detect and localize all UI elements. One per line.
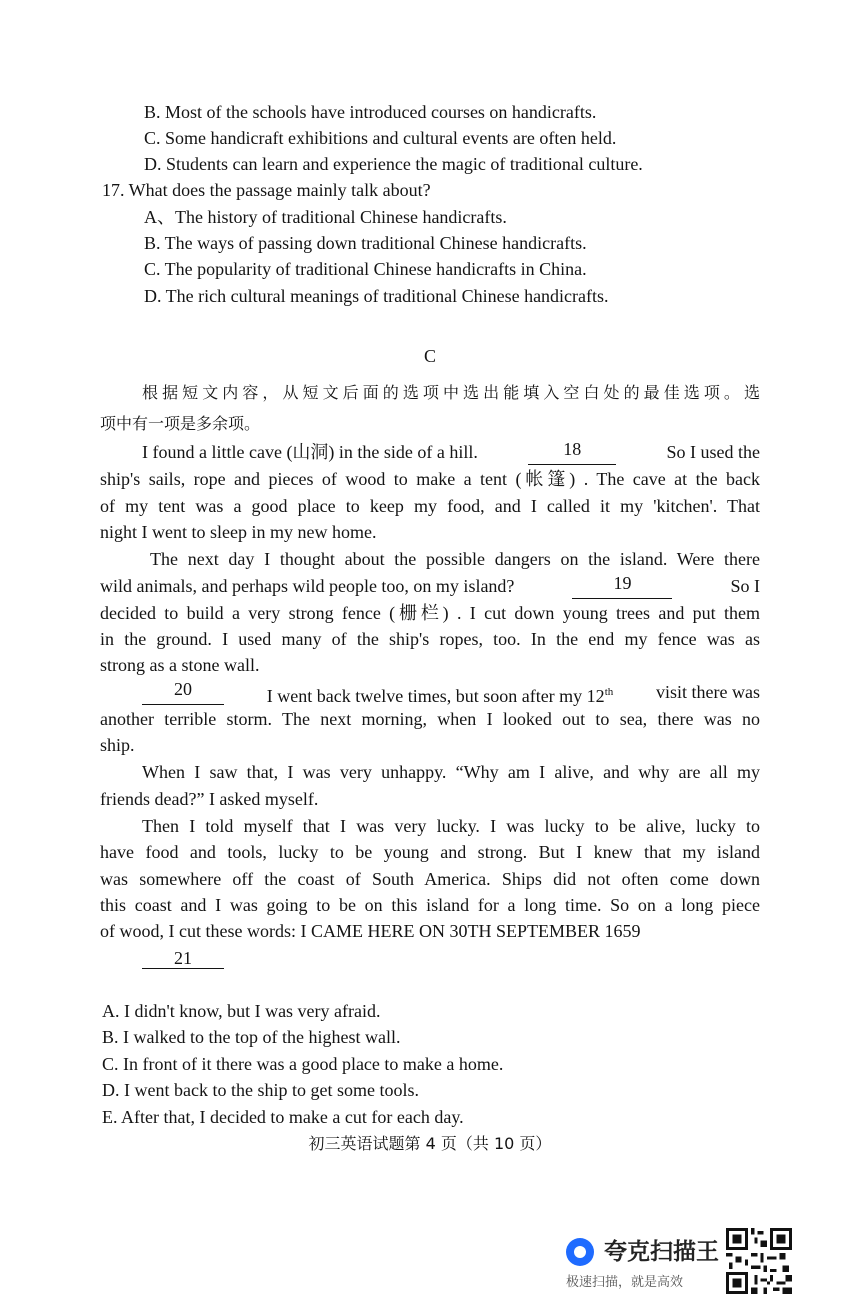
q16-option-c: C. Some handicraft exhibitions and cultural events are often held. bbox=[144, 128, 617, 148]
paragraph-3-line-3: ship. bbox=[100, 735, 135, 755]
paragraph-1-line-3: of my tent was a good place to keep my food, and I called it my 'kitchen'. That bbox=[100, 496, 760, 516]
paragraph-2-line-3: decided to build a very strong fence (栅栏) . I cut down young trees and put them bbox=[100, 603, 760, 623]
ordinal-suffix: th bbox=[604, 686, 614, 698]
q17-question: 17. What does the passage mainly talk about? bbox=[102, 180, 431, 200]
paragraph-2-line-1: The next day I thought about the possible dangers on the island. Were there bbox=[150, 549, 760, 569]
paragraph-5-line-3: was somewhere off the coast of South America. Ships did not often come down bbox=[100, 869, 760, 889]
paragraph-1-line-4: night I went to sleep in my new home. bbox=[100, 522, 377, 542]
watermark-slogan: 极速扫描，就是高效 bbox=[566, 1275, 684, 1290]
blank-18: 18 bbox=[528, 439, 616, 465]
option-d: D. I went back to the ship to get some tools. bbox=[102, 1080, 419, 1100]
p1-text-before-blank: I found a little cave (山洞) in the side of a hill. bbox=[142, 442, 478, 462]
q16-option-b: B. Most of the schools have introduced courses on handicrafts. bbox=[144, 102, 597, 122]
option-b: B. I walked to the top of the highest wall. bbox=[102, 1027, 401, 1047]
q17-option-b: B. The ways of passing down traditional Chinese handicrafts. bbox=[144, 233, 587, 253]
option-a: A. I didn't know, but I was very afraid. bbox=[102, 1001, 381, 1021]
p3-text-mid bbox=[267, 679, 613, 705]
instruction-line-2: 项中有一项是多余项。 bbox=[100, 414, 261, 433]
paragraph-1-line-1 bbox=[142, 439, 760, 465]
paragraph-3-line-1 bbox=[142, 679, 760, 705]
paragraph-4-line-2: friends dead?” I asked myself. bbox=[100, 789, 319, 809]
scanner-logo-icon bbox=[566, 1238, 594, 1266]
blank-20: 20 bbox=[142, 679, 224, 705]
option-c: C. In front of it there was a good place to make a home. bbox=[102, 1054, 504, 1074]
p3-text-after: visit there was bbox=[656, 682, 760, 702]
paragraph-5-line-1: Then I told myself that I was very lucky. I was lucky to be alive, lucky to bbox=[142, 816, 760, 836]
p1-text-after-blank: So I used the bbox=[666, 442, 760, 462]
p3-text-main: I went back twelve times, but soon after my 12 bbox=[266, 686, 605, 706]
p2-text-after-blank: So I bbox=[730, 576, 760, 596]
paragraph-1-line-2: ship's sails, rope and pieces of wood to make a tent (帐篷) . The cave at the back bbox=[100, 469, 760, 489]
paragraph-4-line-1: When I saw that, I was very unhappy. “Why am I alive, and why are all my bbox=[142, 762, 760, 782]
page-footer: 初三英语试题第 4 页（共 10 页） bbox=[308, 1134, 552, 1153]
blank-19: 19 bbox=[572, 573, 672, 599]
instruction-line-1: 根据短文内容，从短文后面的选项中选出能填入空白处的最佳选项。选 bbox=[142, 383, 760, 402]
paragraph-2-line-2 bbox=[100, 573, 760, 599]
q17-option-d: D. The rich cultural meanings of traditional Chinese handicrafts. bbox=[144, 286, 609, 306]
q17-option-a: A、The history of traditional Chinese handicrafts. bbox=[144, 207, 507, 227]
blank-21-line bbox=[142, 945, 224, 971]
option-e: E. After that, I decided to make a cut for each day. bbox=[102, 1107, 464, 1127]
paragraph-5-line-2: have food and tools, lucky to be young and strong. But I knew that my island bbox=[100, 842, 760, 862]
paragraph-2-line-4: in the ground. I used many of the ship's ropes, too. In the end my fence was as bbox=[100, 629, 760, 649]
paragraph-2-line-5: strong as a stone wall. bbox=[100, 655, 260, 675]
p2-text-before-blank: wild animals, and perhaps wild people too, on my island? bbox=[100, 576, 515, 596]
blank-21: 21 bbox=[142, 948, 224, 969]
paragraph-5-line-4: this coast and I was going to be on this island for a long time. So on a long piece bbox=[100, 895, 760, 915]
paragraph-3-line-2: another terrible storm. The next morning, when I looked out to sea, there was no bbox=[100, 709, 760, 729]
paragraph-5-line-5: of wood, I cut these words: I CAME HERE ON 30TH SEPTEMBER 1659 bbox=[100, 921, 641, 941]
qr-code-icon bbox=[726, 1228, 792, 1294]
q16-option-d: D. Students can learn and experience the magic of traditional culture. bbox=[144, 154, 643, 174]
section-heading: C bbox=[423, 346, 436, 366]
watermark-brand: 夸克扫描王 bbox=[604, 1239, 719, 1265]
q17-option-c: C. The popularity of traditional Chinese handicrafts in China. bbox=[144, 259, 587, 279]
